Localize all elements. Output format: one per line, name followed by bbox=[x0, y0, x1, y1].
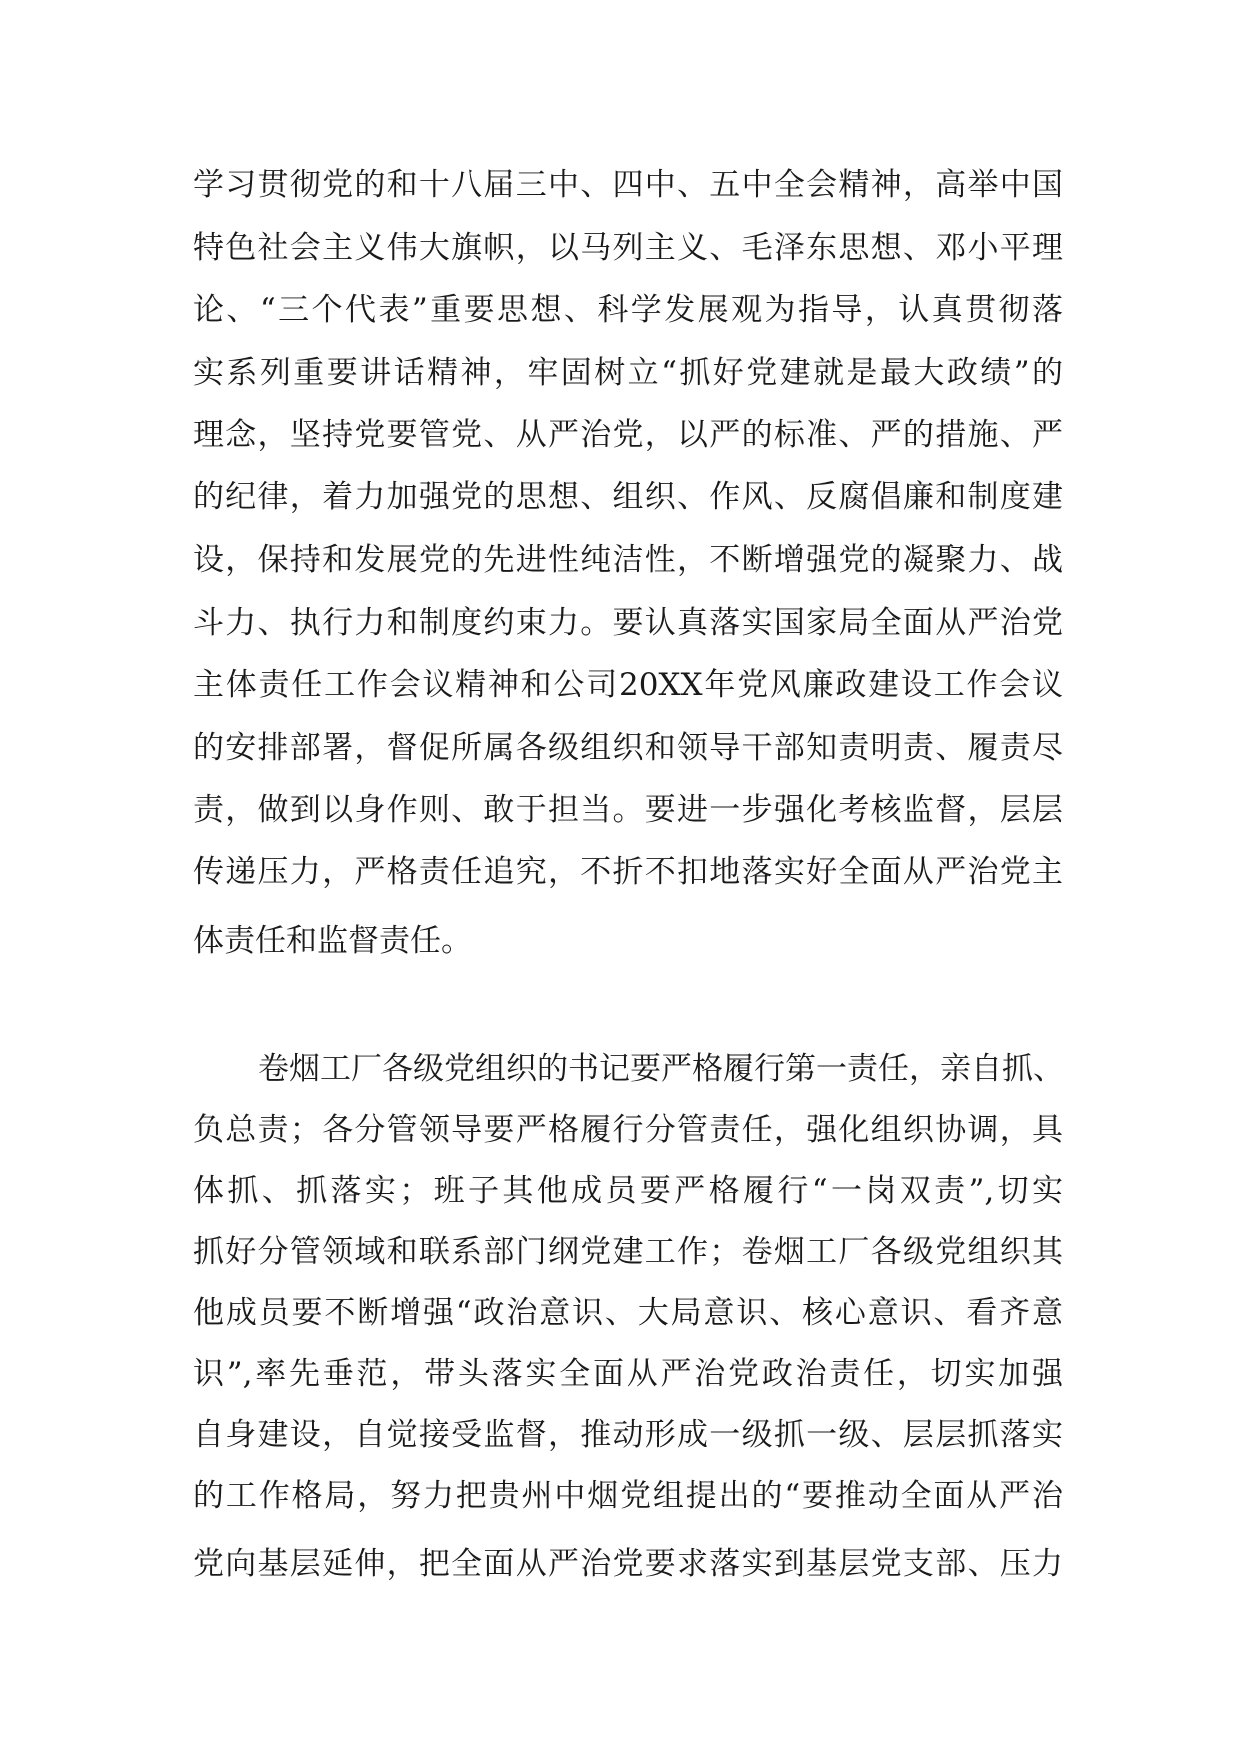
text-line: 抓好分管领域和联系部门纲党建工作；卷烟工厂各级党组织其 bbox=[193, 1234, 1063, 1270]
text-line: 设，保持和发展党的先进性纯洁性，不断增强党的凝聚力、战 bbox=[193, 542, 1063, 578]
text-line: 识”,率先垂范，带头落实全面从严治党政治责任，切实加强 bbox=[193, 1356, 1063, 1392]
text-line: 负总责；各分管领导要严格履行分管责任，强化组织协调，具 bbox=[193, 1112, 1063, 1148]
text-line: 体抓、抓落实；班子其他成员要严格履行“一岗双责”,切实 bbox=[193, 1173, 1063, 1209]
text-line: 学习贯彻党的和十八届三中、四中、五中全会精神，高举中国 bbox=[193, 167, 1063, 203]
text-line: 的纪律，着力加强党的思想、组织、作风、反腐倡廉和制度建 bbox=[193, 479, 1063, 515]
text-line: 他成员要不断增强“政治意识、大局意识、核心意识、看齐意 bbox=[193, 1295, 1063, 1331]
text-line: 的工作格局，努力把贵州中烟党组提出的“要推动全面从严治 bbox=[193, 1478, 1063, 1514]
text-line: 主体责任工作会议精神和公司20XX年党风廉政建设工作会议 bbox=[193, 667, 1063, 703]
text-line: 传递压力，严格责任追究，不折不扣地落实好全面从严治党主 bbox=[193, 854, 1063, 890]
text-line: 特色社会主义伟大旗帜，以马列主义、毛泽东思想、邓小平理 bbox=[193, 230, 1063, 266]
text-line: 理念，坚持党要管党、从严治党，以严的标准、严的措施、严 bbox=[193, 417, 1063, 453]
text-line: 党向基层延伸，把全面从严治党要求落实到基层党支部、压力 bbox=[193, 1546, 1063, 1582]
text-line: 论、“三个代表”重要思想、科学发展观为指导，认真贯彻落 bbox=[193, 292, 1063, 328]
text-line: 的安排部署，督促所属各级组织和领导干部知责明责、履责尽 bbox=[193, 730, 1063, 766]
text-line: 自身建设，自觉接受监督，推动形成一级抓一级、层层抓落实 bbox=[193, 1417, 1063, 1453]
text-line: 体责任和监督责任。 bbox=[193, 923, 472, 959]
text-line: 斗力、执行力和制度约束力。要认真落实国家局全面从严治党 bbox=[193, 605, 1063, 641]
text-line: 实系列重要讲话精神，牢固树立“抓好党建就是最大政绩”的 bbox=[193, 355, 1063, 391]
text-line: 卷烟工厂各级党组织的书记要严格履行第一责任，亲自抓、 bbox=[258, 1051, 1064, 1087]
text-line: 责，做到以身作则、敢于担当。要进一步强化考核监督，层层 bbox=[193, 792, 1063, 828]
